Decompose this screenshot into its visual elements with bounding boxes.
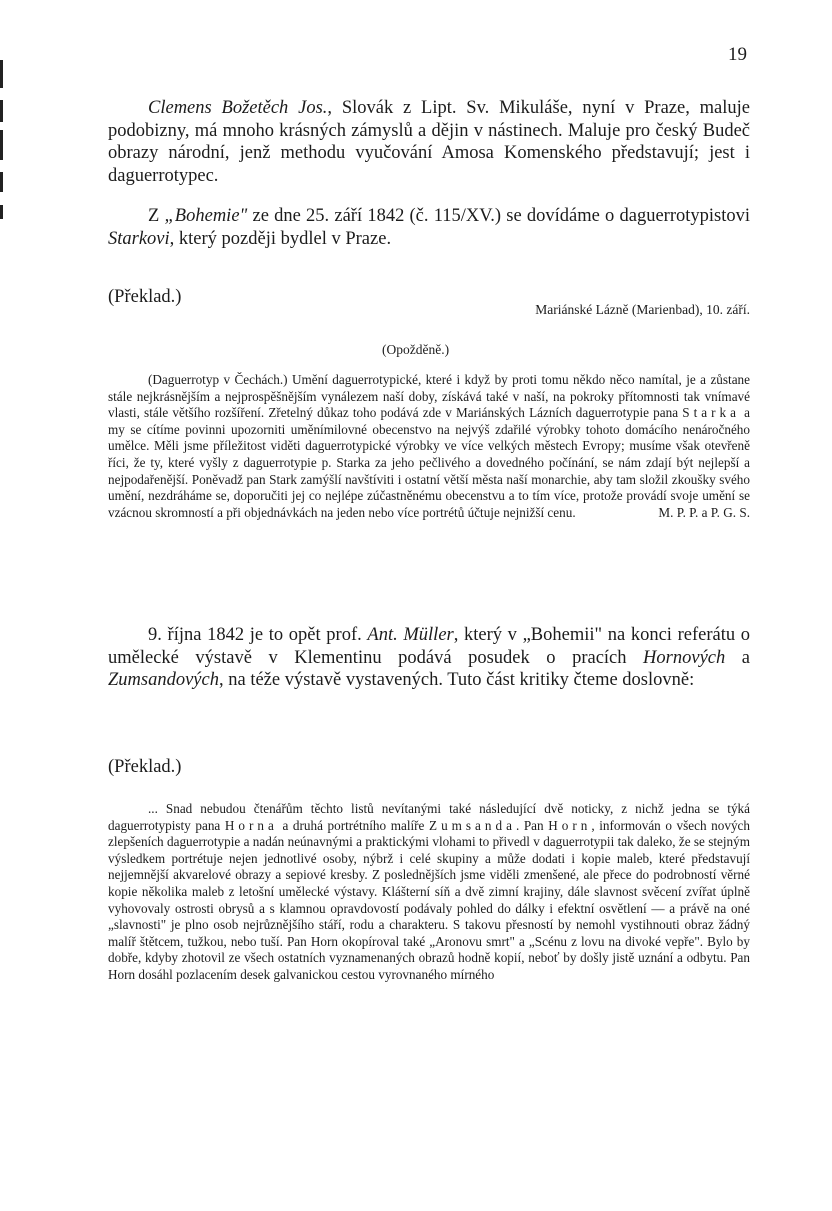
translated-letter-1: (Daguerrotyp v Čechách.) Umění daguerrotypické, které i když by proti tomu někdo něco namítal, je a zůstane stále nejkrásnějším a nejprospěšnějším vynálezem naší doby, získává také v naší, na pokroky přítomnosti tak vnímavé vlasti, stále většího rozšíření. Zřetelný důkaz toho podává zde v Mariánských Lázních daguerrotypie pana Starka a my se cítíme povinni upozorniti uměnímilovné obecenstvo na nejvýš zdařilé výrobky tohoto domácího nenáročného umělce. Měli jsme příležitost viděti daguerrotypické výrobky ve více velkých městech Evropy; musíme však otevřeně říci, že ty, které vyšly z daguerrotypie p. Starka za jeho pečlivého a dovedného počínání, se nám zdají být nejlepší a nejpodařenější. Poněvadž pan Stark zamýšlí navštíviti i ostatní větší města naší monarchie, aby tam složil zkoušky svého umění, nezdráháme se, doporučiti jej co nejlépe zúčastněnému obecenstvu a to tím více, protože provádí svoje umění se vzácnou skromností a při objednávkách na jeden nebo více portrétů účtuje nejnižší cenu. M. P. P. a P. G. S. xyxy=(108,372,750,520)
scan-edge-mark xyxy=(0,60,3,88)
scan-edge-mark xyxy=(0,172,3,192)
signature: M. P. P. a P. G. S. xyxy=(658,504,750,520)
translation-label: (Překlad.) xyxy=(108,287,182,307)
scan-edge-mark xyxy=(0,205,3,219)
october-paragraph: 9. října 1842 je to opět prof. Ant. Müller, který v „Bohemii" na konci referátu o umělecké výstavě v Klementinu podává posudek o pracích Hornových a Zumsandových, na téže výstavě vystavených. Tuto část kritiky čteme doslovně: xyxy=(108,625,751,690)
translated-letter-2: ... Snad nebudou čtenářům těchto listů nevítanými také následující dvě noticky, z nichž jedna se týká daguerrotypisty pana Horna a druhá portrétního malíře Zumsanda. Pan Horn, informován o všech nových zlepšeních daguerrotypie a nadán neúnavnými a praktickými vlohami to přivedl v daguerrotypii tak daleko, že se stejným výsledkem portrétuje nejen jednotlivé osoby, nýbrž i celé skupiny a může dodati i kopie maleb, které představují nejjemnější akvarelové obrazy a sepiové kresby. Z posledněјších jsme viděli zmenšené, ale přece do podrobností věrné kopie několika maleb z letošní umělecké výstavy. Klášterní síň a dvě zimní krajiny, dále slavnost svěcení zvířat úplně vyhovovaly ostrosti obrysů a s klamnou opravdovostí podávaly pohled do dálky i efektní osvětlení — a právě na oné „slavnosti" je plno osob nejrůznějšího stáří, rodu a charakteru. S takovu přesností by nemohl vystihnouti obraz žádný malíř štětcem, tužkou, nebo tuší. Pan Horn okopíroval také „Aronovu smrt" a „Scénu z lovu na divoké vepře". Bylo by dobře, kdyby zhotovil ze všech ostatních vyznamenaných obrazů hodně kopií, neboť by došly jistě uznání a odbytu. Pan Horn dosáhl pozlacením desek galvanickou cestou vyrovnaného mírného xyxy=(108,801,751,982)
intro-paragraph: Clemens Božetěch Jos., Slovák z Lipt. Sv. Mikuláše, nyní v Praze, maluje podobizny, má mnoho krásných zámyslů a dějin v nástinech. Maluje pro český Budeč obrazy národní, jenž methodu vyučování Amosa Komenského představují; jest i daguerrotypec. xyxy=(108,98,750,186)
letter-place-date: Mariánské Lázně (Marienbad), 10. září. xyxy=(535,302,750,317)
page-number: 19 xyxy=(728,44,747,65)
late-note: (Opožděně.) xyxy=(382,342,450,357)
translation-label: (Překlad.) xyxy=(108,757,182,777)
scan-edge-mark xyxy=(0,130,3,160)
scan-edge-mark xyxy=(0,100,3,122)
person-name: Clemens Božetěch Jos. xyxy=(148,98,328,118)
bohemie-paragraph: Z „Bohemie" ze dne 25. září 1842 (č. 115/XV.) se dovídáme o daguerrotypistovi Starkovi, který později bydlel v Praze. xyxy=(108,206,750,249)
